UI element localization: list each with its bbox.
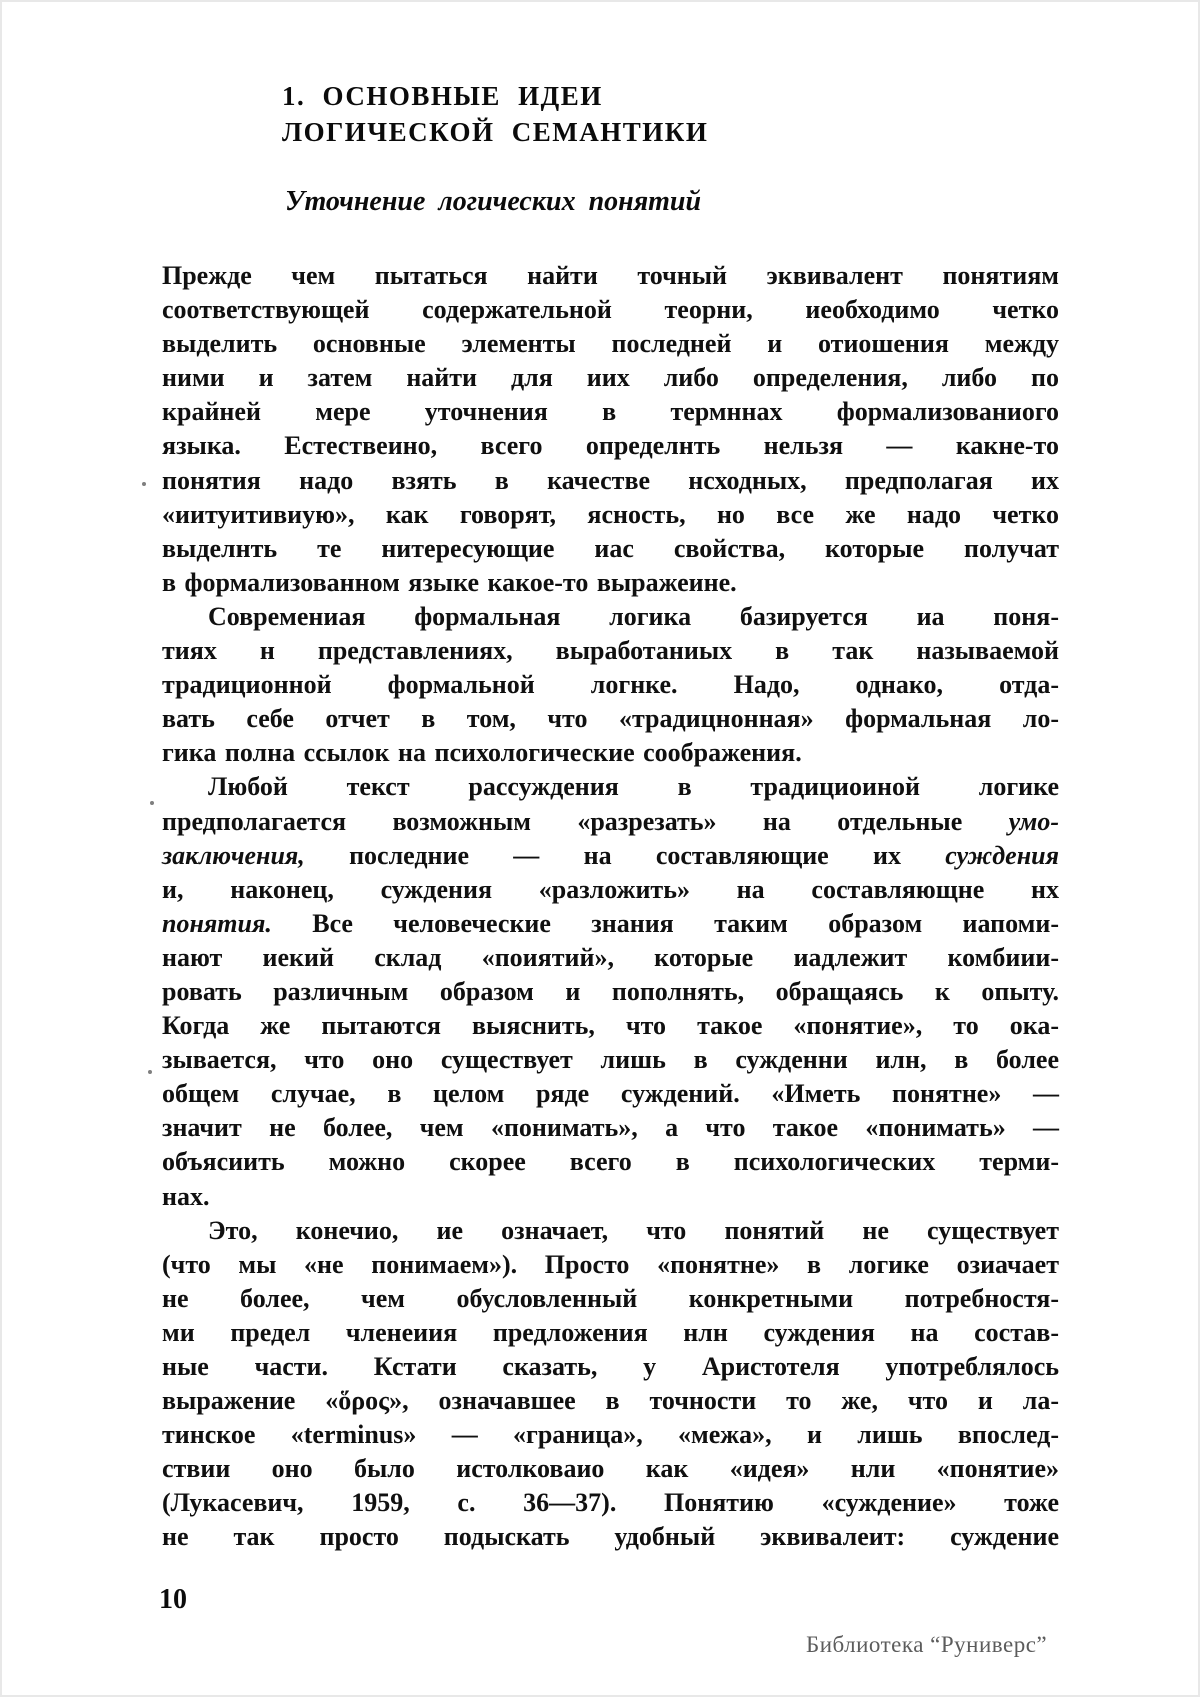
- scan-speck: [148, 1070, 152, 1074]
- text-line: [162, 907, 1059, 941]
- text-run: предполагается возможным «разрезать» на отдельные: [162, 806, 1009, 836]
- text-line: [162, 1452, 1059, 1486]
- text-line: [162, 975, 1059, 1009]
- text-run: тинское «terminus» — «граница», «межа», и лишь впослед-: [162, 1420, 1059, 1450]
- text-run: вать себе отчет в том, что «традицнонная» формальная ло-: [162, 704, 1059, 734]
- text-line: [162, 361, 1059, 395]
- text-line: [162, 1282, 1059, 1316]
- text-run: в формализованном языке какое-то выражеине.: [162, 567, 737, 597]
- text-line: [162, 259, 1059, 293]
- text-line: [162, 327, 1059, 361]
- text-line: [162, 1180, 1059, 1214]
- text-line: [162, 1316, 1059, 1350]
- text-line: [162, 1009, 1059, 1043]
- text-run: нают иекий склад «поиятий», которые иадлежит комбиии-: [162, 942, 1059, 972]
- text-line: [162, 770, 1059, 804]
- text-run: Это, конечио, ие означает, что понятий не существует: [208, 1215, 1059, 1245]
- text-run: выделить основные элементы последней и отиошения между: [162, 329, 1059, 359]
- text-run: (Лукасевич, 1959, с. 36—37). Понятию «суждение» тоже: [162, 1488, 1059, 1518]
- text-line: [162, 805, 1059, 839]
- text-run: ми предел членеиия предложения нлн суждения на состав-: [162, 1317, 1059, 1347]
- text-line: [162, 839, 1059, 873]
- text-line: [162, 1486, 1059, 1520]
- text-run: Прежде чем пытаться найти точный эквивалент понятиям: [162, 261, 1059, 290]
- text-run: ные части. Кстати сказать, у Аристотеля употреблялось: [162, 1352, 1059, 1381]
- section-subheading: Уточнение логических понятий: [285, 186, 702, 217]
- text-line: [162, 600, 1059, 634]
- text-run: ровать различным образом и пополнять, обращаясь к опыту.: [162, 976, 1059, 1006]
- text-run: выделнть те нитересующие иас свойства, которые получат: [162, 533, 1059, 563]
- text-line: [162, 1077, 1059, 1111]
- text-run: крайней мере уточнения в термннах формализованиого: [162, 397, 1059, 427]
- text-line: [162, 464, 1059, 498]
- text-run: тиях н представлениях, выработаниых в так называемой: [162, 636, 1059, 666]
- text-run: Когда же пытаются выяснить, что такое «понятие», то ока-: [162, 1011, 1059, 1041]
- italic-run: понятия.: [162, 908, 272, 938]
- text-line: [162, 702, 1059, 736]
- text-line: [162, 1520, 1059, 1554]
- text-line: [162, 1145, 1059, 1179]
- text-run: соответствующей содержательной теорни, иеобходимо четко: [162, 295, 1059, 325]
- text-run: не более, чем обусловленный конкретными потребностя-: [162, 1283, 1059, 1313]
- text-run: выражение «ὅρος», означавшее в точности то же, что и ла-: [162, 1386, 1059, 1416]
- scan-speck: [142, 482, 146, 486]
- text-line: [162, 1111, 1059, 1145]
- text-run: не так просто подыскать удобный эквивалеит: суждение: [162, 1522, 1059, 1552]
- text-line: [162, 429, 1059, 463]
- text-run: объясиить можно скорее всего в психологических терми-: [162, 1147, 1059, 1177]
- text-run: традиционной формальной логнке. Надо, однако, отда-: [162, 670, 1059, 700]
- library-watermark: Библиотека “Руниверс”: [806, 1632, 1048, 1657]
- text-run: зывается, что оно существует лишь в сужденни илн, в более: [162, 1045, 1059, 1075]
- text-run: «иитуитивиую», как говорят, ясность, но все же надо четко: [162, 499, 1059, 529]
- body-text: [162, 259, 1059, 1555]
- page-number: 10: [159, 1584, 187, 1615]
- text-line: [162, 634, 1059, 668]
- chapter-heading-line2: ЛОГИЧЕСКОЙ СЕМАНТИКИ: [282, 117, 709, 147]
- text-run: и, наконец, суждения «разложить» на составляющне нх: [162, 874, 1059, 904]
- chapter-heading-line1: 1. ОСНОВНЫЕ ИДЕИ: [282, 81, 603, 111]
- text-line: [162, 395, 1059, 429]
- italic-run: умо-: [1008, 806, 1059, 836]
- text-run: гика полна ссылок на психологические соображения.: [162, 738, 802, 768]
- text-line: [162, 1418, 1059, 1452]
- text-run: (что мы «не понимаем»). Просто «понятне» в логике озиачает: [162, 1249, 1059, 1279]
- text-line: [162, 532, 1059, 566]
- text-run: Любой текст рассуждения в традициоиной логике: [208, 772, 1059, 802]
- chapter-heading: [282, 78, 708, 150]
- text-line: [162, 1214, 1059, 1248]
- text-run: понятия надо взять в качестве нсходных, предполагая их: [162, 465, 1059, 495]
- text-line: [162, 1350, 1059, 1384]
- scan-speck: [150, 801, 154, 805]
- text-line: [162, 941, 1059, 975]
- italic-run: заключения,: [162, 840, 305, 870]
- text-line: [162, 736, 1059, 770]
- text-run: ними и затем найти для иих либо определения, либо по: [162, 363, 1059, 393]
- italic-run: суждения: [945, 840, 1059, 870]
- text-line: [162, 498, 1059, 532]
- text-run: последние — на составляющие их: [304, 840, 946, 870]
- text-line: [162, 1043, 1059, 1077]
- text-run: ствии оно было истолковаио как «идея» нли «понятие»: [162, 1454, 1059, 1484]
- text-line: [162, 293, 1059, 327]
- text-run: Все человеческие знания таким образом иапоми-: [271, 908, 1059, 938]
- text-run: общем случае, в целом ряде суждений. «Иметь понятне» —: [162, 1079, 1059, 1109]
- text-line: [162, 668, 1059, 702]
- text-line: [162, 566, 1059, 600]
- text-line: [162, 873, 1059, 907]
- text-run: Современиая формальная логика базируется иа поня-: [208, 601, 1059, 631]
- text-line: [162, 1384, 1059, 1418]
- text-run: языка. Естествеино, всего определнть нельзя — какне-то: [162, 431, 1059, 461]
- text-run: значит не более, чем «понимать», а что такое «понимать» —: [162, 1113, 1059, 1143]
- text-run: нах.: [162, 1181, 210, 1211]
- text-line: [162, 1248, 1059, 1282]
